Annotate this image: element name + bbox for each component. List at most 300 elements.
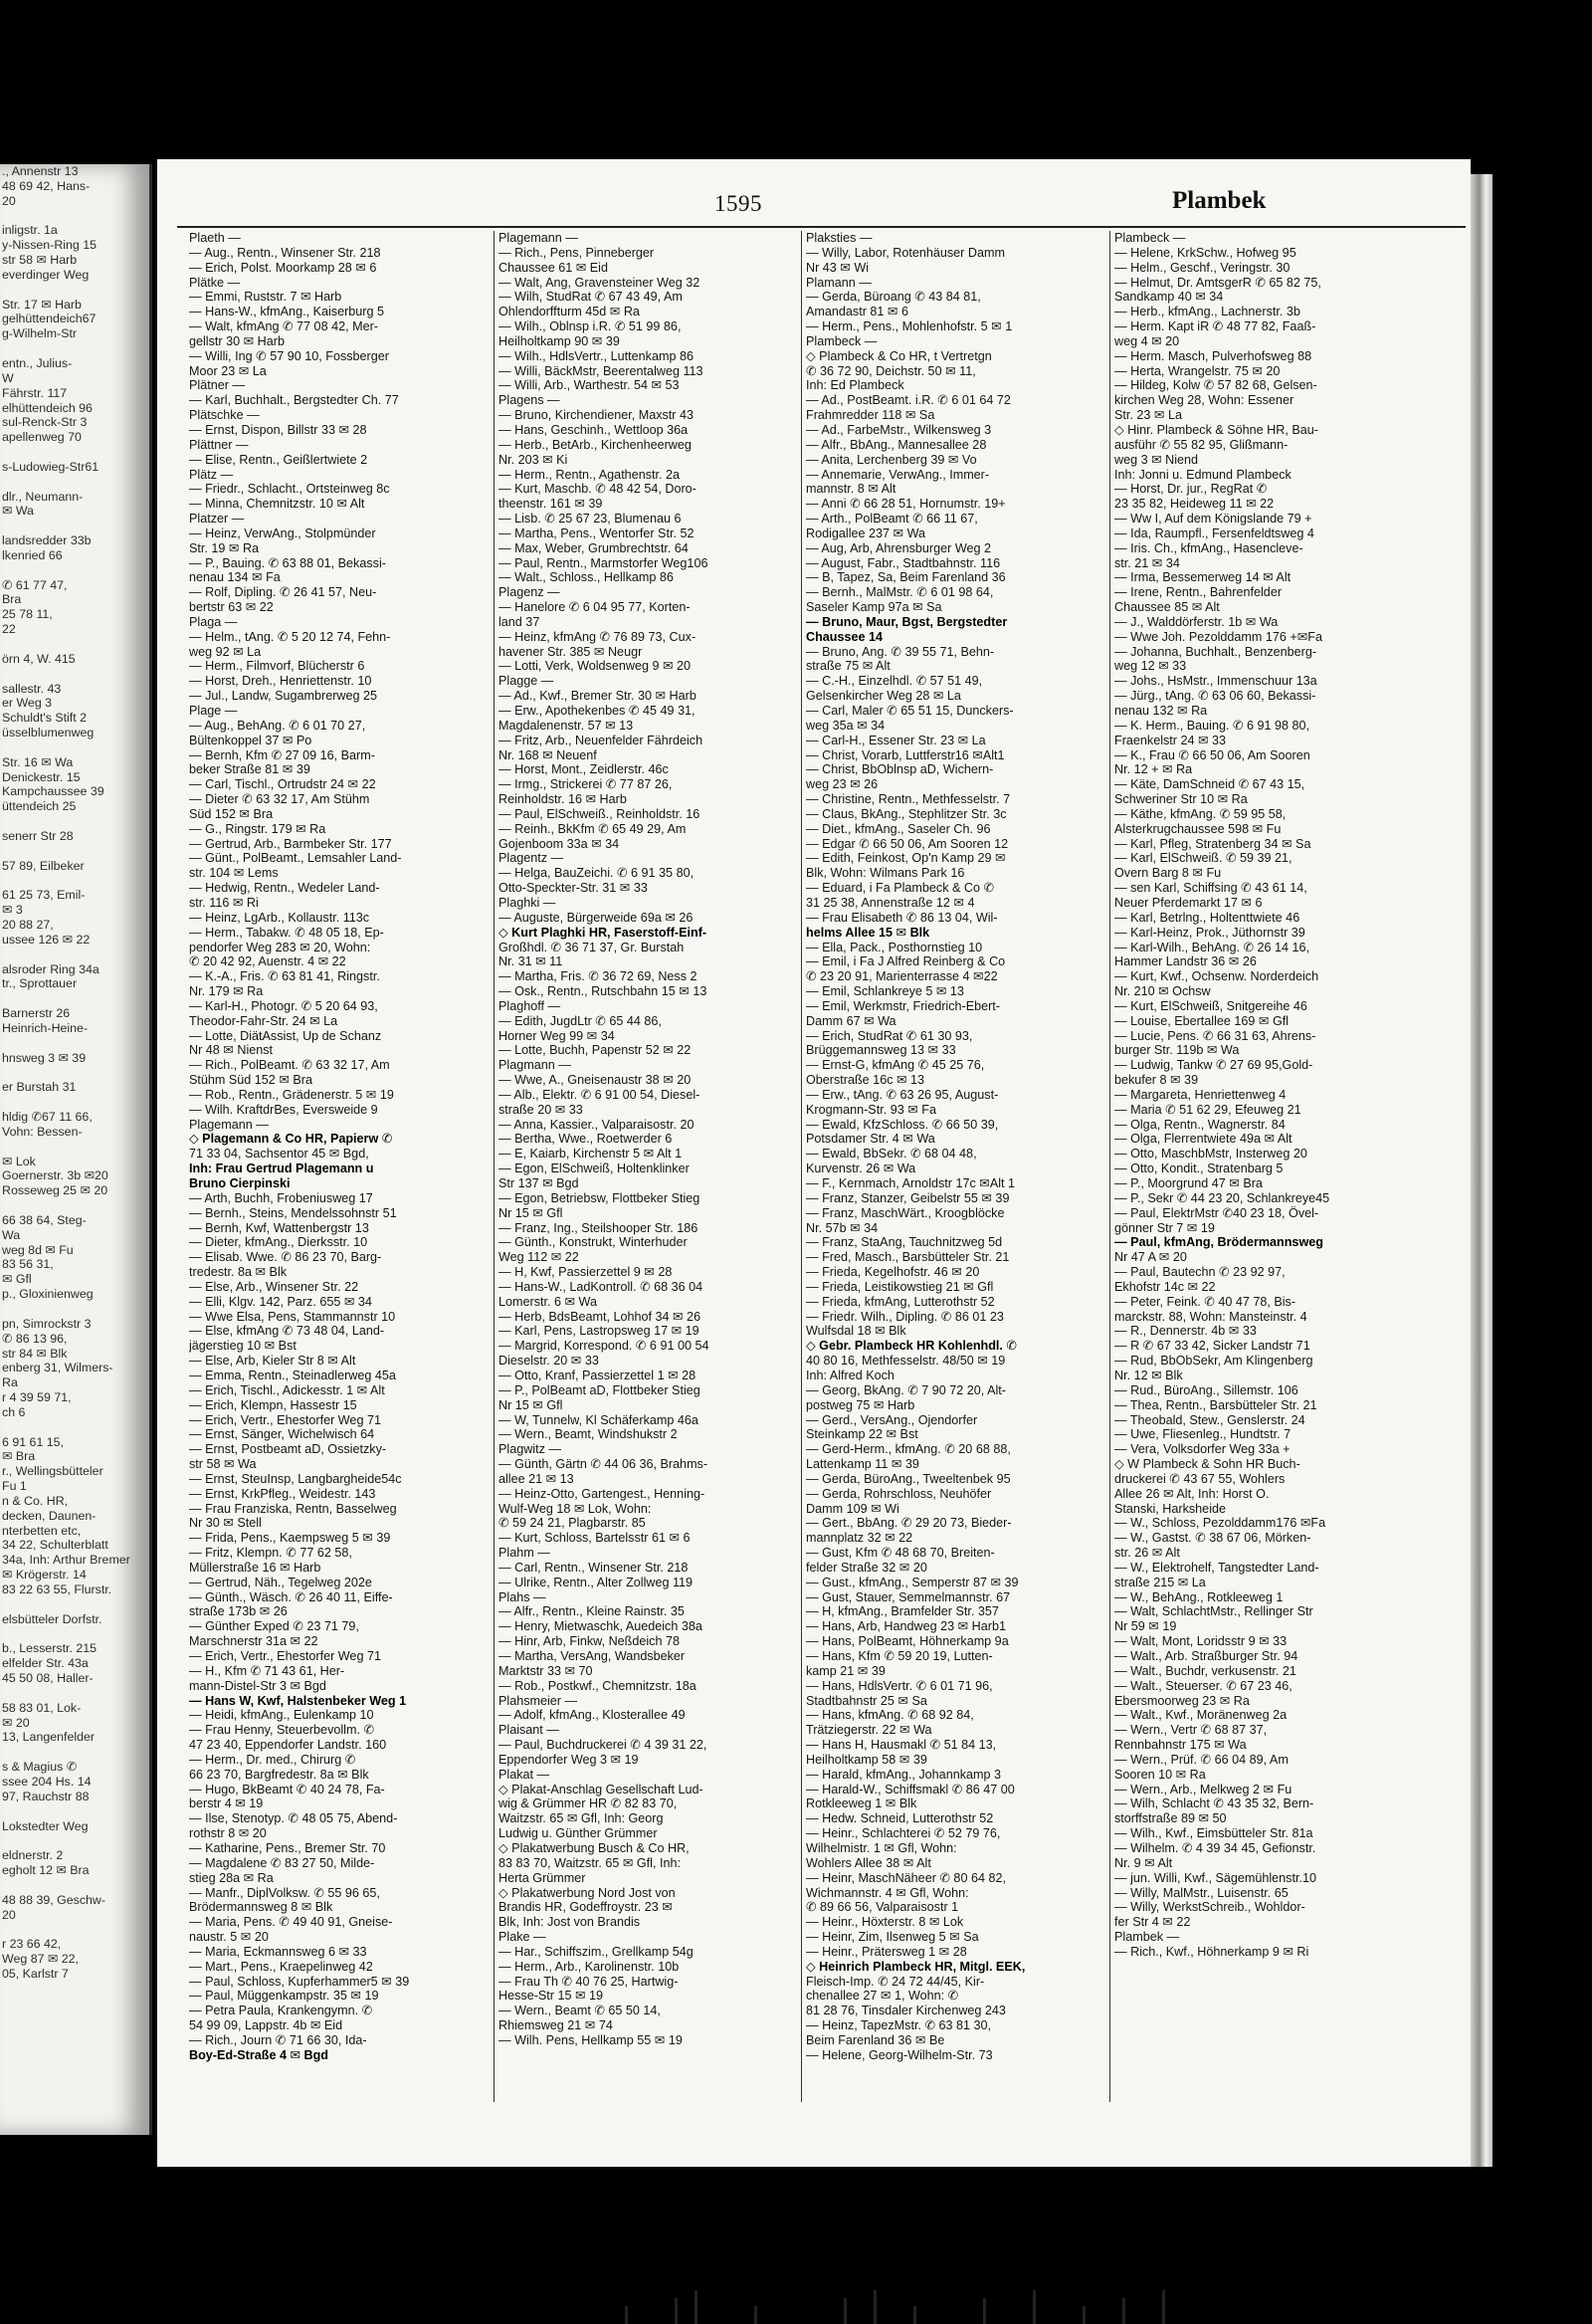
directory-entry-line: Krogmann-Str. 93 ✉ Fa	[806, 1102, 936, 1117]
left-page-line: enberg 31, Wilmers-	[2, 1361, 113, 1375]
directory-entry-line: ◇ Plagemann & Co HR, Papierw ✆	[189, 1132, 393, 1147]
directory-entry-line: — Lotte, DiätAssist, Up de Schanz	[189, 1028, 382, 1043]
directory-entry-line: — Hans, HdlsVertr. ✆ 6 01 71 96,	[806, 1678, 993, 1693]
directory-entry-line: — Otto, MaschbMstr, Insterweg 20	[1114, 1147, 1307, 1162]
directory-entry-line: ✆ 20 42 92, Auenstr. 4 ✉ 22	[189, 954, 346, 969]
page-edge-shadow	[1471, 174, 1492, 2167]
directory-entry-line: Plaeth —	[189, 231, 241, 245]
directory-entry-line: — Karl, Betrlng., Holtenttwiete 46	[1114, 910, 1300, 925]
directory-entry-line: — Hans, Arb, Handweg 23 ✉ Harb1	[806, 1619, 1006, 1634]
directory-entry-line: Plagenz —	[498, 585, 560, 600]
directory-entry-line: — Wilh., HdlsVertr., Luttenkamp 86	[498, 348, 694, 363]
directory-entry-line: Wulf-Weg 18 ✉ Lok, Wohn:	[498, 1501, 652, 1516]
directory-entry-line: Wohlers Allee 38 ✉ Alt	[806, 1855, 931, 1870]
directory-entry-line: Marktstr 33 ✉ 70	[498, 1663, 593, 1678]
directory-entry-line: — Manfr., DiplVolksw. ✆ 55 96 65,	[189, 1885, 380, 1900]
directory-entry-line: Plahm —	[498, 1546, 550, 1561]
directory-entry-line: Plagens —	[498, 393, 560, 408]
directory-entry-line: Wilhelmistr. 1 ✉ Gfl, Wohn:	[806, 1840, 957, 1855]
directory-entry-line: havener Str. 385 ✉ Neugr	[498, 644, 643, 659]
left-page-line: 97, Rauchstr 88	[2, 1789, 90, 1803]
directory-entry-line: Plätner —	[189, 378, 245, 393]
directory-entry-line: — Anita, Lerchenberg 39 ✉ Vo	[806, 452, 977, 467]
left-page-line	[0, 1140, 149, 1155]
directory-entry-line: Wulfsdal 18 ✉ Blk	[806, 1324, 906, 1339]
directory-entry-line: — Paul, Buchdruckerei ✆ 4 39 31 22,	[498, 1738, 707, 1753]
directory-entry-line: Saseler Kamp 97a ✉ Sa	[806, 600, 942, 615]
directory-entry-line: — Horst, Mont., Zeidlerstr. 46c	[498, 762, 669, 777]
directory-entry-line: — Walt, Ang, Gravensteiner Weg 32	[498, 275, 700, 290]
directory-entry-line: — Frau Henny, Steuerbevollm. ✆	[189, 1723, 375, 1738]
directory-entry-line: — Gertrud, Näh., Tegelweg 202e	[189, 1575, 372, 1589]
directory-entry-line: Overn Barg 8 ✉ Fu	[1114, 866, 1222, 881]
directory-entry-line: — August, Fabr., Stadtbahnstr. 116	[806, 555, 1001, 570]
directory-entry-line: — P., Sekr ✆ 44 23 20, Schlankreye45	[1114, 1190, 1330, 1205]
directory-entry-line: — Jul., Landw, Sugambrerweg 25	[189, 689, 378, 704]
directory-entry-line: — Frau Franziska, Rentn, Basselweg	[189, 1501, 397, 1516]
directory-entry-line: — Hans H, Hausmakl ✆ 51 84 13,	[806, 1738, 997, 1753]
left-page-line: Weg 87 ✉ 22,	[2, 1952, 79, 1967]
directory-entry-line: Potsdamer Str. 4 ✉ Wa	[806, 1132, 935, 1147]
left-page-line	[0, 844, 149, 859]
directory-entry-line: — E, Kaiarb, Kirchenstr 5 ✉ Alt 1	[498, 1147, 683, 1162]
directory-entry-line: Chaussee 85 ✉ Alt	[1114, 600, 1220, 615]
left-page-line: everdinger Weg	[2, 267, 90, 282]
directory-entry-line: — Mart., Pens., Kraepelinweg 42	[189, 1959, 373, 1974]
directory-entry-line: Plage —	[189, 704, 238, 718]
directory-entry-line: — Herm. Kapt iR ✆ 48 77 82, Faaß-	[1114, 319, 1316, 334]
directory-entry-line: — Auguste, Bürgerweide 69a ✉ 26	[498, 910, 694, 925]
directory-entry-line: — Carl, Rentn., Winsener Str. 218	[498, 1560, 689, 1575]
directory-entry-line: Otto-Speckter-Str. 31 ✉ 33	[498, 881, 648, 896]
page-edge-tick	[1083, 2306, 1086, 2324]
left-page-line: Kampchaussee 39	[2, 784, 104, 799]
left-page-line: Barnerstr 26	[2, 1006, 71, 1021]
directory-entry-line: Magdalenenstr. 57 ✉ 13	[498, 718, 634, 733]
directory-entry-line: 66 23 70, Bargfredestr. 8a ✉ Blk	[189, 1767, 369, 1782]
directory-entry-line: — Emma, Rentn., Steinadlerweg 45a	[189, 1368, 396, 1382]
directory-entry-line: — Emmi, Ruststr. 7 ✉ Harb	[189, 290, 342, 305]
directory-entry-line: Brödermannsweg 8 ✉ Blk	[189, 1900, 333, 1915]
directory-entry-line: — Franz, StaAng, Tauchnitzweg 5d	[806, 1235, 1003, 1250]
directory-entry-line: — Heinz, VerwAng., Stolpmünder	[189, 526, 376, 540]
directory-entry-line: — Arth, Buchh, Frobeniusweg 17	[189, 1190, 373, 1205]
page-edge-tick	[1122, 2298, 1125, 2324]
directory-entry-line: — Heinz-Otto, Gartengest., Henning-	[498, 1486, 705, 1501]
left-page-line: üsselblumenweg	[2, 726, 95, 740]
directory-entry-line: — Fritz, Klempn. ✆ 77 62 58,	[189, 1546, 352, 1561]
directory-entry-line: — Ww I, Auf dem Königslande 79 +	[1114, 512, 1312, 527]
directory-entry-line: — Günth, Gärtn ✆ 44 06 36, Brahms-	[498, 1457, 708, 1472]
directory-entry-line: — Bernh., MalMstr. ✆ 6 01 98 64,	[806, 585, 994, 600]
directory-entry-line: — Uwe, Fliesenleg., Hundtstr. 7	[1114, 1427, 1292, 1442]
left-page-line: Schuldt's Stift 2	[2, 711, 88, 726]
directory-entry-line: — Reinh., BkKfm ✆ 65 49 29, Am	[498, 821, 687, 836]
directory-entry-line: — Else, Arb, Kieler Str 8 ✉ Alt	[189, 1354, 356, 1369]
directory-entry-line: — Günth., Konstrukt, Winterhuder	[498, 1235, 688, 1250]
directory-entry-line: — Franz, Ing., Steilshooper Str. 186	[498, 1220, 698, 1235]
directory-entry-line: — Aug., Rentn., Winsener Str. 218	[189, 245, 381, 260]
page-edge-tick	[913, 2306, 916, 2324]
directory-entry-line: — Lucie, Pens. ✆ 66 31 63, Ahrens-	[1114, 1028, 1316, 1043]
directory-entry-line: — Ewald, KfzSchloss. ✆ 66 50 39,	[806, 1117, 999, 1132]
directory-entry-line: — Herm., Pens., Mohlenhofstr. 5 ✉ 1	[806, 319, 1013, 334]
page-edge-tick	[844, 2298, 847, 2324]
left-page-line: ✉ 3	[2, 903, 23, 918]
left-page-line: 34a, Inh: Arthur Bremer	[2, 1553, 130, 1568]
directory-entry-line: — Elisab. Wwe. ✆ 86 23 70, Barg-	[189, 1250, 382, 1265]
directory-entry-line: wig & Grümmer HR ✆ 82 83 70,	[498, 1796, 678, 1811]
directory-column-3	[806, 231, 1104, 2102]
directory-entry-line: — Hans W, Kwf, Halstenbeker Weg 1	[189, 1693, 407, 1708]
directory-entry-line: — Bernh, Kwf, Wattenbergstr 13	[189, 1220, 369, 1235]
left-page-line	[0, 1198, 149, 1213]
directory-entry-line: — Heinr, MaschNäheer ✆ 80 64 82,	[806, 1870, 1006, 1885]
directory-entry-line: — Aug, Arb, Ahrensburger Weg 2	[806, 540, 991, 555]
directory-entry-line: gönner Str 7 ✉ 19	[1114, 1220, 1215, 1235]
directory-entry-line: beker Straße 81 ✉ 39	[189, 762, 310, 777]
directory-entry-line: — Friedr. Wilh., Dipling. ✆ 86 01 23	[806, 1309, 1004, 1324]
directory-entry-line: — Ella, Pack., Posthornstieg 10	[806, 940, 983, 954]
directory-entry-line: Boy-Ed-Straße 4 ✉ Bgd	[189, 2047, 329, 2062]
directory-entry-line: Süd 152 ✉ Bra	[189, 806, 274, 821]
directory-entry-line: Hesse-Str 15 ✉ 19	[498, 1989, 604, 2004]
directory-entry-line: tredestr. 8a ✉ Blk	[189, 1265, 288, 1280]
directory-entry-line: — W., Elektrohelf, Tangstedter Land-	[1114, 1560, 1319, 1575]
left-page-line	[0, 475, 149, 490]
directory-entry-line: Schweriner Str 10 ✉ Ra	[1114, 792, 1248, 807]
left-page-line: Vohn: Bessen-	[2, 1124, 83, 1139]
directory-entry-line: Inh: Jonni u. Edmund Plambeck	[1114, 467, 1292, 482]
left-page-line	[0, 1804, 149, 1819]
directory-entry-line: Lomerstr. 6 ✉ Wa	[498, 1294, 597, 1309]
directory-entry-line: — Lotte, Buchh, Papenstr 52 ✉ 22	[498, 1043, 692, 1058]
page-edge-tick	[695, 2290, 697, 2324]
directory-entry-line: — Wilh., Kwf., Eimsbütteler Str. 81a	[1114, 1826, 1313, 1841]
directory-entry-line: Rotkleeweg 1 ✉ Blk	[806, 1796, 917, 1811]
directory-entry-line: Platzer —	[189, 512, 245, 527]
directory-entry-line: Plätschke —	[189, 408, 260, 423]
left-page-line: s & Magius ✆	[2, 1760, 78, 1775]
directory-entry-line: — Johs., HsMstr., Immenschuur 13a	[1114, 674, 1317, 689]
directory-entry-line: chenallee 27 ✉ 1, Wohn: ✆	[806, 1989, 959, 2004]
directory-entry-line: ◇ Plakat-Anschlag Gesellschaft Lud-	[498, 1782, 703, 1796]
directory-entry-line: — Ernst, Postbeamt aD, Ossietzky-	[189, 1442, 387, 1457]
directory-entry-line: Eppendorfer Weg 3 ✉ 19	[498, 1752, 639, 1767]
directory-entry-line: — P., Moorgrund 47 ✉ Bra	[1114, 1176, 1263, 1190]
directory-entry-line: — Elise, Rentn., Geißlertwiete 2	[189, 452, 368, 467]
left-page-line	[0, 563, 149, 578]
left-page-line: 25 78 11,	[2, 607, 53, 622]
directory-entry-line: Oberstraße 16c ✉ 13	[806, 1073, 925, 1088]
left-page-line: r 4 39 59 71,	[2, 1390, 72, 1405]
page-bottom-edge	[157, 2274, 1471, 2324]
directory-entry-line: Ludwig u. Günther Grümmer	[498, 1826, 658, 1841]
page-number: 1595	[714, 191, 762, 216]
directory-entry-line: — Willi, Ing ✆ 57 90 10, Fossberger	[189, 348, 389, 363]
directory-entry-line: Amandastr 81 ✉ 6	[806, 305, 908, 319]
directory-entry-line: — Erich, Vertr., Ehestorfer Weg 71	[189, 1412, 381, 1427]
directory-entry-line: Beim Farenland 36 ✉ Be	[806, 2032, 945, 2047]
left-page-line	[0, 667, 149, 682]
directory-entry-line: Gelsenkircher Weg 28 ✉ La	[806, 689, 961, 704]
directory-entry-line: — W, Tunnelw, Kl Schäferkamp 46a	[498, 1412, 698, 1427]
directory-entry-line: Kurvenstr. 26 ✉ Wa	[806, 1162, 916, 1176]
directory-entry-line: — Frieda, Leistikowstieg 21 ✉ Gfl	[806, 1279, 994, 1294]
directory-entry-line: Brandis HR, Godeffroystr. 23 ✉	[498, 1900, 673, 1915]
directory-entry-line: — Willi, Arb., Warthestr. 54 ✉ 53	[498, 378, 680, 393]
directory-entry-line: — Bruno, Kirchendiener, Maxstr 43	[498, 408, 694, 423]
directory-entry-line: — Walt., Schloss., Hellkamp 86	[498, 570, 674, 585]
directory-entry-line: — Theobald, Stew., Genslerstr. 24	[1114, 1412, 1305, 1427]
directory-entry-line: mannplatz 32 ✉ 22	[806, 1531, 913, 1546]
directory-entry-line: — Osk., Rentn., Rutschbahn 15 ✉ 13	[498, 984, 707, 999]
left-page-line: er Burstah 31	[2, 1080, 77, 1095]
directory-entry-line: Bruno Cierpinski	[189, 1176, 291, 1190]
directory-entry-line: — Ernst, Dispon, Billstr 33 ✉ 28	[189, 422, 367, 437]
directory-entry-line: — Ida, Raumpfl., Fersenfeldtsweg 4	[1114, 526, 1314, 540]
page-edge-tick	[983, 2298, 986, 2324]
directory-entry-line: — Har., Schiffszim., Grellkamp 54g	[498, 1944, 694, 1959]
directory-entry-line: — Gerd., VersAng., Ojendorfer	[806, 1412, 978, 1427]
left-page-line: 20 88 27,	[2, 918, 54, 933]
directory-entry-line: — B, Tapez, Sa, Beim Farenland 36	[806, 570, 1006, 585]
directory-entry-line: — Wwe Joh. Pezolddamm 176 +✉Fa	[1114, 629, 1322, 644]
directory-entry-line: kamp 21 ✉ 39	[806, 1663, 886, 1678]
directory-entry-line: — Karl-H., Photogr. ✆ 5 20 64 93,	[189, 998, 378, 1013]
directory-entry-line: Nr. 57b ✉ 34	[806, 1220, 879, 1235]
left-page-line: Str. 16 ✉ Wa	[2, 754, 74, 769]
directory-entry-line: — Heinz, TapezMstr. ✆ 63 81 30,	[806, 2018, 992, 2033]
directory-entry-line: rothstr 8 ✉ 20	[189, 1826, 267, 1841]
directory-entry-line: druckerei ✆ 43 67 55, Wohlers	[1114, 1471, 1286, 1486]
left-page-line: gelhüttendeich67	[2, 312, 97, 326]
directory-entry-line: Nr. 31 ✉ 11	[498, 954, 563, 969]
directory-entry-line: — Harald, kfmAng., Johannkamp 3	[806, 1767, 1001, 1782]
header-rule	[177, 226, 1466, 228]
directory-entry-line: Horner Weg 99 ✉ 34	[498, 1028, 615, 1043]
directory-entry-line: Rennbahnstr 175 ✉ Wa	[1114, 1738, 1247, 1753]
left-page-line	[0, 991, 149, 1006]
directory-entry-line: — Ernst, Sänger, Wichelwisch 64	[189, 1427, 375, 1442]
left-page-line: ✉ Krögerstr. 14	[2, 1568, 87, 1583]
directory-entry-line: — Wern., Beamt, Windshukstr 2	[498, 1427, 678, 1442]
directory-entry-line: — Maria, Pens. ✆ 49 40 91, Gneise-	[189, 1915, 393, 1930]
left-page-line: Lokstedter Weg	[2, 1818, 89, 1833]
directory-entry-line: — Rich., Kwf., Höhnerkamp 9 ✉ Ri	[1114, 1944, 1309, 1959]
directory-entry-line: kirchen Weg 28, Wohn: Essener	[1114, 393, 1294, 408]
directory-entry-line: Weg 112 ✉ 22	[498, 1250, 579, 1265]
directory-entry-line: — Wwe, A., Gneisenaustr 38 ✉ 20	[498, 1073, 692, 1088]
directory-entry-line: — Gert., BbAng. ✆ 29 20 73, Bieder-	[806, 1516, 1012, 1531]
directory-entry-line: Großhdl. ✆ 36 71 37, Gr. Burstah	[498, 940, 685, 954]
directory-entry-line: — Karl, Pfleg, Stratenberg 34 ✉ Sa	[1114, 836, 1311, 851]
directory-entry-line: — Harald-W., Schiffsmakl ✆ 86 47 00	[806, 1782, 1015, 1796]
directory-entry-line: — Carl-H., Essener Str. 23 ✉ La	[806, 733, 986, 747]
directory-entry-line: — Herm., Filmvorf, Blücherstr 6	[189, 659, 365, 674]
directory-entry-line: Plagemann —	[189, 1117, 269, 1132]
column-divider	[801, 231, 802, 2102]
left-page-line: s-Ludowieg-Str61	[2, 459, 100, 474]
left-page-line	[0, 1420, 149, 1435]
directory-entry-line: — Dieter, kfmAng., Dierksstr. 10	[189, 1235, 368, 1250]
directory-entry-line: Plagemann —	[498, 231, 578, 245]
directory-entry-line: Wichmannstr. 4 ✉ Gfl, Wohn:	[806, 1885, 969, 1900]
directory-entry-line: — Christ, BbOblnsp aD, Wichern-	[806, 762, 994, 777]
directory-entry-line: — Helm., Geschf., Veringstr. 30	[1114, 260, 1291, 275]
directory-entry-line: Nr 30 ✉ Stell	[189, 1516, 262, 1531]
directory-entry-line: — Günt., PolBeamt., Lemsahler Land-	[189, 851, 402, 866]
directory-entry-line: — Karl, Buchhalt., Bergstedter Ch. 77	[189, 393, 399, 408]
directory-entry-line: mannstr. 8 ✉ Alt	[806, 482, 896, 497]
directory-entry-line: straße 215 ✉ La	[1114, 1575, 1206, 1589]
directory-entry-line: — Wilh. Pens, Hellkamp 55 ✉ 19	[498, 2032, 683, 2047]
directory-entry-line: marckstr. 88, Wohn: Mansteinstr. 4	[1114, 1309, 1307, 1324]
left-page-line: 13, Langenfelder	[2, 1730, 96, 1745]
directory-entry-line: storffstraße 89 ✉ 50	[1114, 1811, 1227, 1826]
directory-entry-line: — Ad., Kwf., Bremer Str. 30 ✉ Harb	[498, 689, 696, 704]
directory-entry-line: Plakat —	[498, 1767, 550, 1782]
directory-entry-line: 31 25 38, Annenstraße 12 ✉ 4	[806, 895, 975, 910]
directory-entry-line: Lattenkamp 11 ✉ 39	[806, 1457, 919, 1472]
directory-entry-line: Theodor-Fahr-Str. 24 ✉ La	[189, 1013, 338, 1028]
directory-entry-line: Chaussee 61 ✉ Eid	[498, 260, 608, 275]
directory-entry-line: — K.-A., Fris. ✆ 63 81 41, Ringstr.	[189, 969, 380, 984]
left-page-fragments	[0, 164, 149, 1982]
left-page-line: decken, Daunen-	[2, 1508, 97, 1523]
directory-entry-line: Plätz —	[189, 467, 234, 482]
directory-entry-line: — Lisb. ✆ 25 67 23, Blumenau 6	[498, 512, 682, 527]
directory-entry-line: — Hans-W., kfmAng., Kaiserburg 5	[189, 305, 384, 319]
left-page-line: hldig ✆67 11 66,	[2, 1110, 93, 1124]
directory-entry-line: — Olga, Rentn., Wagnerstr. 84	[1114, 1117, 1286, 1132]
directory-entry-line: — Rob., Rentn., Grädenerstr. 5 ✉ 19	[189, 1087, 394, 1102]
directory-entry-line: — W., Schloss, Pezolddamm176 ✉Fa	[1114, 1516, 1326, 1531]
left-page-line: örn 4, W. 415	[2, 651, 76, 666]
left-page-line: ✆ 61 77 47,	[2, 577, 68, 592]
directory-entry-line: — Claus, BkAng., Stephlitzer Str. 3c	[806, 806, 1007, 821]
column-divider	[494, 231, 495, 2102]
directory-entry-line: — Herb, BdsBeamt, Lohhof 34 ✉ 26	[498, 1309, 701, 1324]
left-page-line: ✉ 20	[2, 1715, 30, 1730]
directory-entry-line: Rhiemsweg 21 ✉ 74	[498, 2018, 613, 2033]
directory-entry-line: — Erich, Tischl., Adickesstr. 1 ✉ Alt	[189, 1382, 385, 1397]
directory-entry-line: — Willy, MalMstr., Luisenstr. 65	[1114, 1885, 1289, 1900]
directory-entry-line: — Karl-Heinz, Prok., Jüthornstr 39	[1114, 925, 1305, 940]
left-page-line	[0, 519, 149, 533]
directory-column-4	[1114, 231, 1413, 2102]
directory-entry-line: — Helga, BauZeichi. ✆ 6 91 35 80,	[498, 866, 695, 881]
left-page-line	[0, 1878, 149, 1893]
left-page-line: senerr Str 28	[2, 828, 74, 843]
directory-entry-line: fer Str 4 ✉ 22	[1114, 1915, 1191, 1930]
left-page-line: ., Annenstr 13	[2, 164, 79, 178]
directory-entry-line: ◇ Hinr. Plambeck & Söhne HR, Bau-	[1114, 422, 1318, 437]
directory-entry-line: — Erw., Apothekenbes ✆ 45 49 31,	[498, 704, 696, 718]
directory-entry-line: straße 173b ✉ 26	[189, 1604, 288, 1619]
directory-entry-line: — Erich, Polst. Moorkamp 28 ✉ 6	[189, 260, 377, 275]
left-page-line: ✆ 86 13 96,	[2, 1331, 68, 1346]
directory-entry-line: helms Allee 15 ✉ Blk	[806, 925, 930, 940]
directory-entry-line: Plagentz —	[498, 851, 564, 866]
directory-entry-line: — Petra Paula, Krankengymn. ✆	[189, 2004, 373, 2018]
column-divider	[1109, 231, 1110, 2102]
directory-column-2	[498, 231, 797, 2102]
directory-entry-line: — Paul, Rentn., Marmstorfer Weg106	[498, 555, 708, 570]
left-page-line: weg 8d ✉ Fu	[2, 1242, 74, 1257]
directory-entry-line: — Walt, Mont, Loridsstr 9 ✉ 33	[1114, 1634, 1288, 1649]
left-page-line: 61 25 73, Emil-	[2, 888, 86, 903]
directory-entry-line: ✆ 89 66 56, Valparaisostr 1	[806, 1900, 959, 1915]
directory-entry-line: 71 33 04, Sachsentor 45 ✉ Bgd,	[189, 1147, 369, 1162]
directory-entry-line: — Helm., tAng. ✆ 5 20 12 74, Fehn-	[189, 629, 391, 644]
left-page-line: 48 69 42, Hans-	[2, 178, 91, 193]
directory-entry-line: Gojenboom 33a ✉ 34	[498, 836, 620, 851]
left-page-line	[0, 874, 149, 889]
left-page-line: r 23 66 42,	[2, 1937, 62, 1952]
directory-entry-line: — Christ, Vorarb, Luttferstr16 ✉Alt1	[806, 747, 1005, 762]
left-page-line	[0, 1686, 149, 1701]
directory-entry-line: — Erich, StudRat ✆ 61 30 93,	[806, 1028, 973, 1043]
directory-entry-line: Allee 26 ✉ Alt, Inh: Horst O.	[1114, 1486, 1270, 1501]
directory-entry-line: — Fritz, Arb., Neuenfelder Fährdeich	[498, 733, 703, 747]
directory-entry-line: — Johanna, Buchhalt., Benzenberg-	[1114, 644, 1317, 659]
directory-entry-line: — Hans, Geschinh., Wettloop 36a	[498, 422, 689, 437]
left-page-line: str 58 ✉ Harb	[2, 253, 78, 268]
directory-entry-line: Alsterkrugchaussee 598 ✉ Fu	[1114, 821, 1282, 836]
directory-entry-line: — P., Bauing. ✆ 63 88 01, Bekassi-	[189, 555, 386, 570]
directory-entry-line: Inh: Ed Plambeck	[806, 378, 904, 393]
directory-entry-line: — Arth., PolBeamt ✆ 66 11 67,	[806, 512, 978, 527]
directory-entry-line: Fleisch-Imp. ✆ 24 72 44/45, Kir-	[806, 1974, 985, 1989]
left-page-line: 45 50 08, Haller-	[2, 1671, 94, 1686]
directory-entry-line: — Frau Elisabeth ✆ 86 13 04, Wil-	[806, 910, 998, 925]
directory-entry-line: — Wwe Elsa, Pens, Stammannstr 10	[189, 1309, 396, 1324]
directory-entry-line: Nr 15 ✉ Gfl	[498, 1205, 563, 1220]
left-page-line: 20	[2, 1907, 16, 1922]
directory-entry-line: — Heinr., Prätersweg 1 ✉ 28	[806, 1944, 967, 1959]
directory-entry-line: — Gust., kfmAng., Semperstr 87 ✉ 39	[806, 1575, 1019, 1589]
left-page-line: pn, Simrockstr 3	[2, 1316, 92, 1331]
directory-entry-line: — Walt., Buchdr, verkusenstr. 21	[1114, 1663, 1296, 1678]
directory-entry-line: — Wilhelm. ✆ 4 39 34 45, Gefionstr.	[1114, 1840, 1316, 1855]
left-page-line: sallestr. 43	[2, 681, 62, 696]
directory-entry-line: — Georg, BkAng. ✆ 7 90 72 20, Alt-	[806, 1382, 1006, 1397]
left-page-line: 83 56 31,	[2, 1257, 54, 1272]
left-page-line: Bra	[2, 592, 22, 607]
directory-entry-line: — Emil, i Fa J Alfred Reinberg & Co	[806, 954, 1006, 969]
directory-entry-line: ◇ Plakatwerbung Nord Jost von	[498, 1885, 676, 1900]
directory-entry-line: — Gerd-Herm., kfmAng. ✆ 20 68 88,	[806, 1442, 1011, 1457]
left-page-line	[0, 1922, 149, 1937]
directory-entry-line: Trätziegerstr. 22 ✉ Wa	[806, 1723, 932, 1738]
directory-entry-line: — Erw., tAng. ✆ 63 26 95, August-	[806, 1087, 999, 1102]
directory-entry-line: — Frieda, kfmAng, Lutterothstr 52	[806, 1294, 995, 1309]
directory-entry-line: — Bertha, Wwe., Roetwerder 6	[498, 1132, 673, 1147]
directory-entry-line: — Walt., Arb. Straßburger Str. 94	[1114, 1649, 1298, 1663]
directory-entry-line: — Rud, BbObSekr, Am Klingenberg	[1114, 1354, 1313, 1369]
left-page-line	[0, 1627, 149, 1642]
directory-entry-line: Str. 19 ✉ Ra	[189, 540, 260, 555]
left-page-line	[0, 283, 149, 298]
directory-entry-line: 23 35 82, Heideweg 11 ✉ 22	[1114, 497, 1275, 512]
directory-entry-line: berstr 4 ✉ 19	[189, 1796, 264, 1811]
directory-entry-line: — Willi, BäckMstr, Beerentalweg 113	[498, 363, 703, 378]
directory-entry-line: Plätke —	[189, 275, 241, 290]
directory-entry-line: — jun. Willi, Kwf., Sägemühlenstr.10	[1114, 1870, 1316, 1885]
directory-entry-line: Plagmann —	[498, 1058, 571, 1073]
directory-entry-line: — Ernst-G, kfmAng ✆ 45 25 76,	[806, 1058, 985, 1073]
